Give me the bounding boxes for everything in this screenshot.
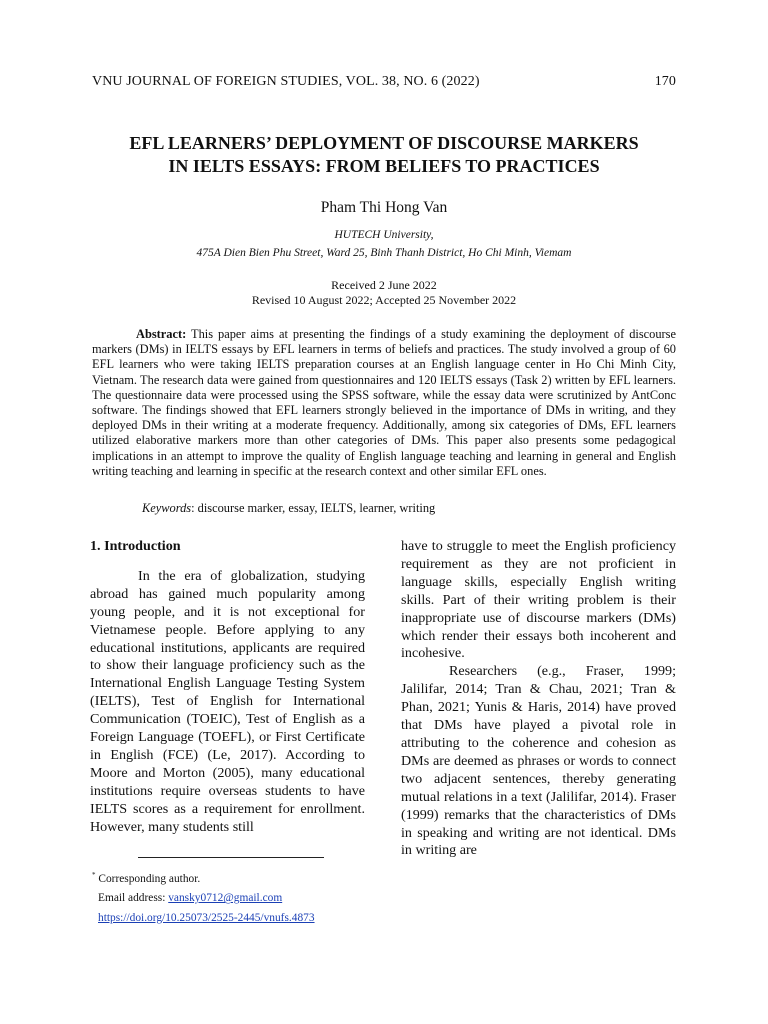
corresponding-note	[92, 866, 315, 889]
doi-link[interactable]: https://doi.org/10.25073/2525-2445/vnufs.4873	[98, 911, 315, 924]
affiliation-institution: HUTECH University,	[334, 229, 434, 241]
received-date: Received 2 June 2022	[331, 278, 437, 292]
section-heading: 1. Introduction	[90, 538, 181, 554]
affiliation	[0, 226, 768, 262]
article-dates	[0, 278, 768, 308]
abstract-text: This paper aims at presenting the findings of a study examining the deployment of discourse markers (DMs) in IELTS essays by EFL learners in terms of beliefs and practices. The study involved a group of 60 EFL learners who were taking IELTS preparation courses at an English language center in Ho Chi Minh City, Vietnam. The research data were gained from questionnaires and 120 IELTS essays (Task 2) written by EFL learners. The questionnaire data were processed using the SPSS software, while the essay data were scrutinized by AntConc software. The findings showed that EFL learners strongly believed in the importance of DMs in writing, and they deployed DMs in their writing at a moderate frequency. Additionally, among six categories of DMs, EFL learners utilized elaborative markers more than other categories of DMs. This paper also presents some pedagogical implications in an attempt to improve the quality of English language teaching and learning in general and English writing teaching and learning in specific at the research context and other similar EFL ones.	[92, 327, 676, 478]
abstract	[92, 327, 676, 479]
running-header	[92, 74, 676, 90]
keywords-label: Keywords	[142, 501, 192, 515]
intro-paragraph-2: Researchers (e.g., Fraser, 1999; Jalilifar, 2014; Tran & Chau, 2021; Tran & Phan, 2021; Yunis & Haris, 2014) have proved that DMs have played a pivotal role in attributing to the coherence and cohesion as DMs are deemed as phrases or words to connect two adjacent sentences, thereby generating mutual relations in a text (Jalilifar, 2014). Fraser (1999) remarks that the characteristics of DMs in speaking and writing are not identical. DMs in writing are	[401, 663, 676, 859]
revised-accepted-date: Revised 10 August 2022; Accepted 25 November 2022	[251, 293, 517, 307]
affiliation-address: 475A Dien Bien Phu Street, Ward 25, Binh Thanh District, Ho Chi Minh, Viemam	[196, 247, 572, 259]
corresponding-text: Corresponding author.	[98, 872, 201, 885]
article-title	[70, 132, 698, 178]
page-number: 170	[654, 74, 676, 89]
intro-paragraph-1: In the era of globalization, studying abroad has gained much popularity among young people, and it is not exceptional for Vietnamese people. Before applying to any educational institutions, applicants are required to show their language proficiency such as the International English Language Testing System (IELTS), Test of English for International Communication (TOEIC), Test of English as a Foreign Language (TOEFL), or First Certificate in English (FCE) (Le, 2017). According to Moore and Morton (2005), many educational institutions require overseas students to have IELTS scores as a requirement for enrollment. However, many students still	[90, 567, 365, 835]
footnotes	[92, 866, 315, 928]
email-line	[92, 889, 315, 909]
abstract-paragraph	[92, 327, 676, 479]
footnote-marker: *	[92, 871, 96, 879]
intro-paragraph-1-continued: have to struggle to meet the English proficiency requirement as they are not proficient in language skills, especially English writing skills. Part of their writing problem is their inappropriate use of discourse markers (DMs) which render their essays both incoherent and incohesive.	[401, 538, 676, 662]
journal-name: VNU JOURNAL OF FOREIGN STUDIES, VOL. 38, NO. 6 (2022)	[92, 74, 480, 89]
title-line-1: EFL LEARNERS’ DEPLOYMENT OF DISCOURSE MARKERS	[129, 133, 639, 153]
left-column	[90, 538, 365, 837]
keywords	[142, 501, 435, 516]
doi-line	[92, 909, 315, 929]
right-column	[401, 538, 676, 860]
title-line-2: IN IELTS ESSAYS: FROM BELIEFS TO PRACTICES	[168, 156, 600, 176]
email-label: Email address:	[98, 892, 169, 905]
abstract-label: Abstract:	[136, 327, 187, 341]
author-name: Pham Thi Hong Van	[320, 199, 448, 216]
footnote-divider	[138, 857, 324, 858]
email-link[interactable]: vansky0712@gmail.com	[168, 892, 283, 905]
keywords-text: : discourse marker, essay, IELTS, learner, writing	[191, 501, 436, 515]
